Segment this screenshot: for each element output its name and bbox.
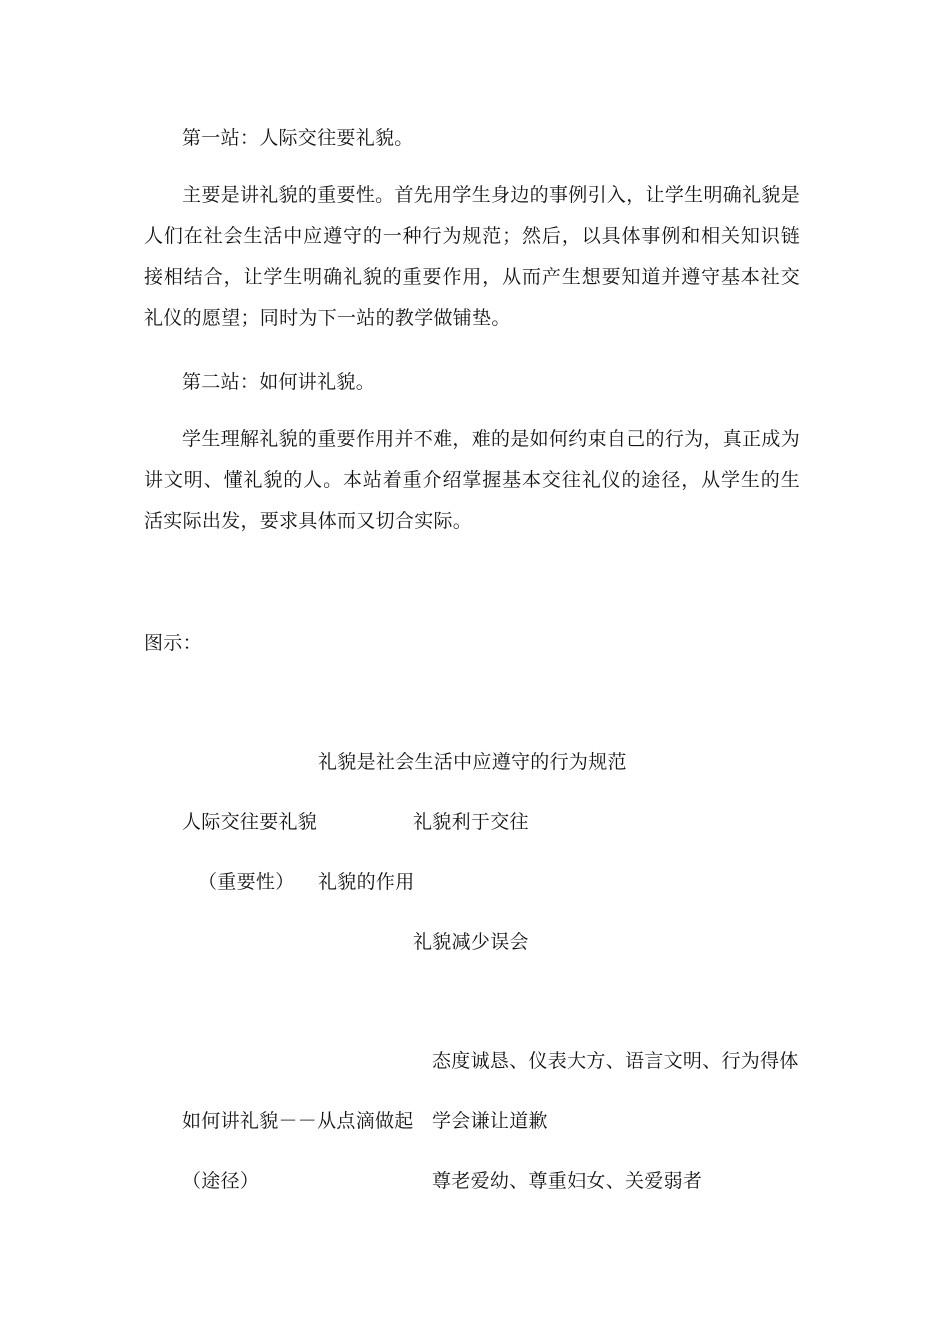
diagram1-branch-b: 礼貌减少误会 [413, 931, 529, 953]
diagram1-branch-a: 礼貌利于交往 [413, 811, 529, 833]
diagram1-root-note: （重要性） [198, 871, 295, 893]
station2-heading: 第二站：如何讲礼貌。 [182, 371, 376, 393]
diagram1-middle: 礼貌的作用 [318, 871, 415, 893]
diagram-label: 图示： [144, 632, 202, 654]
diagram2-branch-b: 学会谦让道歉 [432, 1110, 548, 1132]
station2-body: 学生理解礼貌的重要作用并不难，难的是如何约束自己的行为，真正成为讲文明、懂礼貌的人。本站着重介绍掌握基本交往礼仪的途径，从学生的生活实际出发，要求具体而又切合实际。 [144, 428, 800, 532]
diagram1-root: 人际交往要礼貌 [182, 811, 318, 833]
diagram2-root-note: （途径） [182, 1170, 260, 1192]
station1-body: 主要是讲礼貌的重要性。首先用学生身边的事例引入，让学生明确礼貌是人们在社会生活中应遵守的一种行为规范；然后，以具体事例和相关知识链接相结合，让学生明确礼貌的重要作用，从而产生想要知道并遵守基本社交礼仪的愿望；同时为下一站的教学做铺垫。 [144, 184, 800, 329]
diagram2-root: 如何讲礼貌－－从点滴做起 [182, 1110, 414, 1132]
diagram2-branch-a: 态度诚恳、仪表大方、语言文明、行为得体 [432, 1050, 799, 1072]
diagram2-branch-c: 尊老爱幼、尊重妇女、关爱弱者 [432, 1170, 703, 1192]
diagram1-top-branch: 礼貌是社会生活中应遵守的行为规范 [318, 751, 627, 773]
station1-heading: 第一站：人际交往要礼貌。 [182, 127, 414, 149]
